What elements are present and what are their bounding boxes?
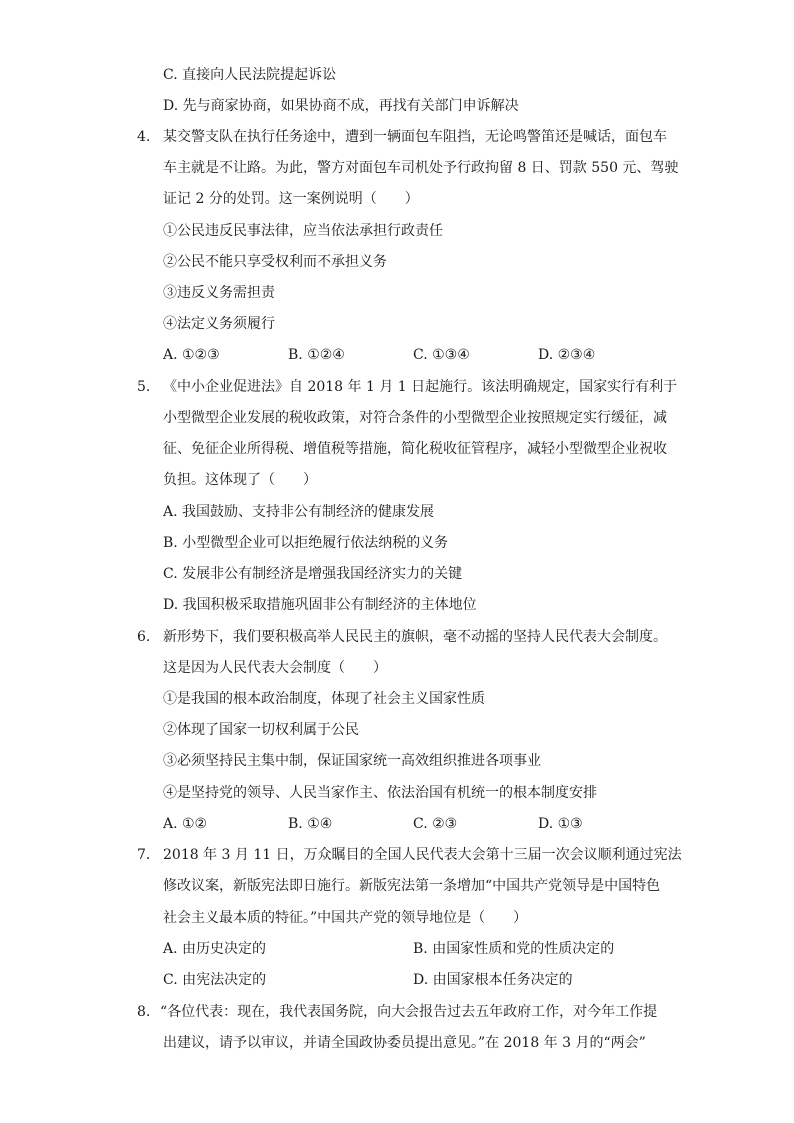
q4-option-b: B. ①②④ [288, 347, 345, 363]
q4-option-c: C. ①③④ [413, 347, 470, 363]
q6-stem-line1: 新形势下，我们要积极高举人民民主的旗帜，毫不动摇的坚持人民代表大会制度。 [163, 629, 667, 645]
q4-statement-4: ④法定义务须履行 [163, 316, 275, 332]
q4-number: 4. [137, 129, 151, 145]
q4-stem-line1: 某交警支队在执行任务途中，遭到一辆面包车阻挡，无论鸣警笛还是喊话，面包车 [163, 129, 667, 145]
q5-option-d: D. 我国积极采取措施巩固非公有制经济的主体地位 [163, 597, 477, 613]
q5-option-b: B. 小型微型企业可以拒绝履行依法纳税的义务 [163, 535, 449, 551]
q7-stem-line3: 社会主义最本质的特征。”中国共产党的领导地位是（ ） [163, 910, 528, 926]
q5-stem-line2: 小型微型企业发展的税收政策，对符合条件的小型微型企业按照规定实行缓征，减 [163, 410, 667, 426]
q4-stem-line2: 车主就是不让路。为此，警方对面包车司机处予行政拘留 8 日、罚款 550 元、驾驶 [163, 160, 679, 176]
q5-option-a: A. 我国鼓励、支持非公有制经济的健康发展 [163, 504, 435, 520]
q6-statement-4: ④是坚持党的领导、人民当家作主、依法治国有机统一的根本制度安排 [163, 785, 597, 801]
q7-option-d: D. 由国家根本任务决定的 [413, 972, 573, 988]
q3-option-d: D. 先与商家协商，如果协商不成，再找有关部门申诉解决 [163, 98, 519, 114]
q8-number: 8. [137, 1004, 151, 1020]
q7-option-b: B. 由国家性质和党的性质决定的 [413, 941, 615, 957]
q6-number: 6. [137, 629, 151, 645]
q7-stem-line2: 修改议案，新版宪法即日施行。新版宪法第一条增加“中国共产党领导是中国特色 [163, 878, 661, 894]
q8-stem-line2: 出建议，请予以审议，并请全国政协委员提出意见。”在 2018 年 3 月的“两会” [163, 1035, 646, 1051]
q5-stem-line1: 《中小企业促进法》自 2018 年 1 月 1 日起施行。该法明确规定，国家实行有利于 [163, 379, 678, 395]
q6-stem-line2: 这是因为人民代表大会制度（ ） [163, 660, 387, 676]
q4-statement-2: ②公民不能只享受权利而不承担义务 [163, 254, 387, 270]
q7-stem-line1: 2018 年 3 月 11 日，万众瞩目的全国人民代表大会第十三届一次会议顺利通过宪法 [163, 847, 682, 863]
q5-number: 5. [137, 379, 151, 395]
q6-statement-2: ②体现了国家一切权利属于公民 [163, 722, 359, 738]
q6-option-c: C. ②③ [413, 816, 458, 832]
q5-option-c: C. 发展非公有制经济是增强我国经济实力的关键 [163, 566, 463, 582]
q6-statement-3: ③必须坚持民主集中制，保证国家统一高效组织推进各项事业 [163, 753, 541, 769]
q4-option-d: D. ②③④ [538, 347, 596, 363]
q7-number: 7. [137, 847, 151, 863]
q5-stem-line3: 征、免征企业所得税、增值税等措施，简化税收征管程序，减轻小型微型企业祝收 [163, 441, 667, 457]
q4-statement-3: ③违反义务需担责 [163, 285, 275, 301]
q4-stem-line3: 证记 2 分的处罚。这一案例说明（ ） [163, 191, 419, 207]
q6-statement-1: ①是我国的根本政治制度，体现了社会主义国家性质 [163, 691, 485, 707]
q7-option-c: C. 由宪法决定的 [163, 972, 267, 988]
q4-option-a: A. ①②③ [163, 347, 220, 363]
q4-statement-1: ①公民违反民事法律，应当依法承担行政责任 [163, 223, 443, 239]
q8-stem-line1: “各位代表：现在，我代表国务院，向大会报告过去五年政府工作，对今年工作提 [160, 1004, 658, 1020]
q3-option-c: C. 直接向人民法院提起诉讼 [163, 67, 337, 83]
q6-option-a: A. ①② [163, 816, 208, 832]
q5-stem-line4: 负担。这体现了（ ） [163, 472, 317, 488]
q6-option-b: B. ①④ [288, 816, 333, 832]
q7-option-a: A. 由历史决定的 [163, 941, 267, 957]
q6-option-d: D. ①③ [538, 816, 583, 832]
